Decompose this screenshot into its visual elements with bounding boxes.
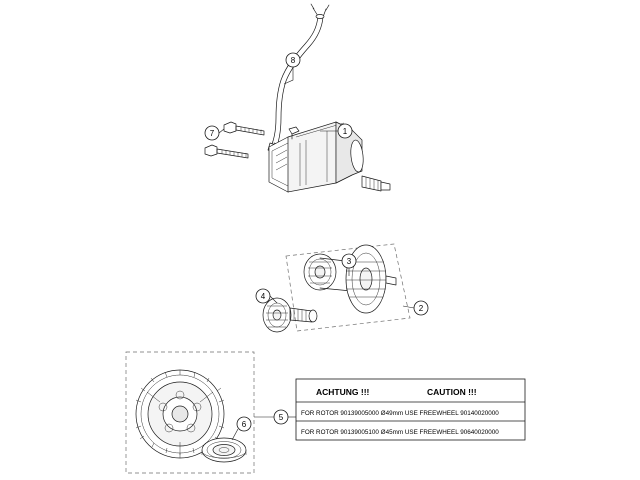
callout-2[interactable] xyxy=(414,301,428,315)
callout-4[interactable] xyxy=(256,289,270,303)
note-line-2: FOR ROTOR 90139005100 Ø45mm USE FREEWHEEL 90640020000 xyxy=(301,429,499,436)
callout-2-label: 2 xyxy=(418,304,424,313)
callout-8[interactable] xyxy=(286,53,300,67)
callout-3-label: 3 xyxy=(346,257,352,266)
callout-6-label: 6 xyxy=(241,420,247,429)
warning-note-box xyxy=(296,379,525,440)
callout-7-label: 7 xyxy=(209,129,215,138)
callout-1[interactable] xyxy=(338,124,352,138)
callout-6[interactable] xyxy=(237,417,251,431)
freewheel-part-6 xyxy=(202,438,246,462)
starter-motor-part-1 xyxy=(269,122,390,192)
callout-4-label: 4 xyxy=(260,292,266,301)
note-heading-right: CAUTION !!! xyxy=(427,387,477,397)
callout-8-label: 8 xyxy=(290,56,296,65)
note-line-1: FOR ROTOR 90139005000 Ø49mm USE FREEWHEEL 90140020000 xyxy=(301,410,499,417)
callout-7[interactable] xyxy=(205,126,219,140)
small-idler-part-4 xyxy=(263,298,317,332)
callout-5-label: 5 xyxy=(278,413,284,422)
callout-5[interactable] xyxy=(274,410,288,424)
callout-3[interactable] xyxy=(342,254,356,268)
callout-1-label: 1 xyxy=(342,127,348,136)
note-heading-left: ACHTUNG !!! xyxy=(316,387,370,397)
